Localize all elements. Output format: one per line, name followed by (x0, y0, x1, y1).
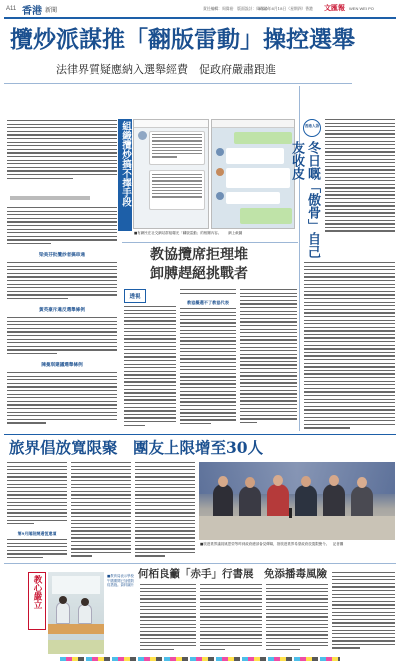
masthead-rule (4, 17, 396, 19)
teachers-body-col2 (180, 289, 236, 299)
photo-person-head (218, 476, 228, 487)
teachers-headline-2: 卸膊趕絕挑戰者 (150, 266, 248, 282)
brand-english: WEN WEI PO (349, 6, 374, 11)
teachers-body-col3 (240, 289, 297, 430)
lead-headline: 攬炒派謀推「翻版雷動」操控選舉 (10, 26, 355, 53)
chat-bubble-green (240, 208, 292, 224)
bottom-body-col1 (140, 584, 196, 656)
travel-press-photo (199, 462, 395, 540)
photo-person (323, 484, 345, 518)
chat-header-bar (212, 120, 295, 128)
teachers-headline-1: 教協攬席拒理堆 (150, 247, 248, 263)
teachers-top-rule (122, 242, 298, 243)
chat-avatar (216, 192, 224, 200)
photo-student-head (81, 598, 89, 606)
bottom-photo-caption: ■教育局表示學校午膳期間已加強防疫措施。資料圖片 (107, 574, 135, 588)
chat-avatar (216, 168, 224, 176)
travel-subtitle: 第9月階段開通恆達項 (17, 531, 57, 536)
travel-body-col3 (135, 462, 195, 561)
brand-logo: 文匯報 (324, 3, 345, 12)
lead-body-3 (7, 317, 117, 361)
photo-person-head (245, 477, 255, 488)
bottom-headline: 何栢良籲「赤手」行書展 免添播毒風險 (138, 568, 327, 580)
travel-headline: 旅界倡放寬限聚 團友上限增至30人 (9, 438, 264, 457)
chat-screenshot-2 (211, 119, 295, 229)
teachers-label: 透視 (129, 294, 141, 300)
chat-caption: ■有網民在社交網站群組曝光「翻版雷動」的相關內容。 網上截圖 (134, 231, 243, 235)
bottom-body-col3 (266, 584, 328, 656)
chat-avatar (138, 131, 147, 140)
lead-subtitle-1: 梁美芬批攬炒者搞串通 (39, 253, 85, 258)
lead-body-1 (7, 207, 117, 251)
chat-bubble (226, 192, 280, 204)
photo-person (295, 485, 317, 518)
photo-person (239, 486, 261, 518)
lead-vertical-title: 組織攬炒搞不擇手段 (120, 121, 131, 207)
teachers-subtitle: 教協擬選不了教協代表 (187, 300, 229, 305)
sidebar-body-bottom (304, 262, 395, 432)
chat-image-text (152, 174, 202, 206)
lead-body-4 (7, 372, 117, 430)
photo-table (199, 516, 395, 540)
photo-desk (48, 640, 104, 654)
editor-credit: 責任編輯：周偉裕 版面設計：周理浩 (203, 6, 268, 11)
chat-bubble-green (234, 132, 292, 144)
issue-date: 2020年6月18日（星期四）香港 (258, 6, 313, 11)
photo-student (78, 604, 92, 624)
chat-screenshot-1 (133, 119, 209, 229)
photo-person-head (273, 475, 283, 486)
bottom-vertical-label: 教心嚴立 (32, 575, 42, 609)
color-registration-strip (60, 657, 340, 661)
chat-bubble-text (152, 134, 202, 162)
photo-student (56, 602, 70, 624)
travel-body-col1 (7, 462, 67, 530)
lead-body-2 (7, 262, 117, 306)
photo-microphone (289, 508, 292, 518)
photo-person (213, 484, 233, 518)
travel-body-col1b (7, 539, 67, 561)
photo-person (267, 484, 289, 518)
photo-desk (48, 624, 104, 634)
photo-person-head (329, 475, 339, 486)
photo-window (52, 576, 100, 594)
photo-student-head (59, 596, 67, 604)
photo-person-head (301, 476, 311, 487)
region-label: 香港 (22, 6, 42, 17)
chat-header-bar (134, 120, 209, 128)
bottom-body-col4 (332, 572, 395, 656)
photo-person (351, 486, 373, 518)
sidebar-body-top (325, 119, 395, 234)
bottom-school-photo (48, 572, 104, 654)
page-number: A11 (6, 6, 17, 12)
chat-bubble (226, 148, 284, 164)
chat-bubble (226, 168, 290, 188)
teachers-body-col2b (180, 308, 236, 430)
lead-subtitle-3: 陳曼琪建議選舉條例 (41, 363, 83, 368)
travel-body-col2 (71, 462, 131, 561)
lead-byline (10, 196, 90, 200)
masthead (0, 0, 400, 22)
travel-top-rule (4, 434, 396, 435)
lead-rule (4, 83, 352, 84)
travel-photo-caption: ■旅遊業界議員姚思榮等昨到政府總部會見傳媒，指旅遊業界希望政府放寬限聚令。 記者攝 (200, 542, 344, 546)
teachers-body-col1 (124, 306, 176, 430)
sidebar-column-label: 香港人語 (304, 124, 320, 128)
lead-subtitle-2: 黃英豪斥違反選舉條例 (39, 308, 85, 313)
bottom-body-col2 (200, 584, 262, 656)
sidebar-vertical-headline: 冬日嘅「傲骨」自己友收皮 (289, 141, 320, 258)
lead-subhead: 法律界質疑應納入選舉經費 促政府嚴肅跟進 (56, 63, 276, 76)
lead-body-intro (7, 120, 117, 194)
bottom-top-rule (4, 563, 396, 564)
chat-avatar (216, 148, 224, 156)
section-label: 新聞 (45, 7, 58, 14)
sidebar-divider (299, 86, 300, 431)
photo-person-head (357, 477, 367, 488)
